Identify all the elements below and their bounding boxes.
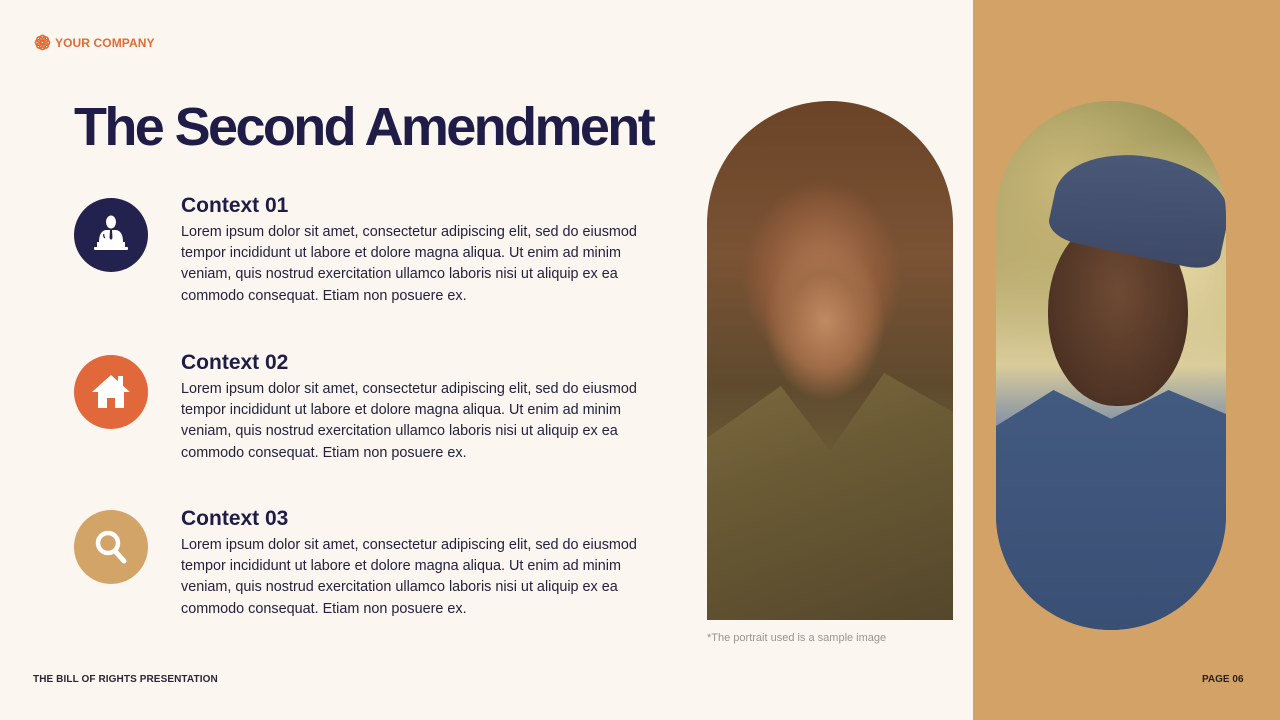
context-heading: Context 03 (181, 507, 289, 530)
flower-icon (34, 34, 51, 51)
context-body: Lorem ipsum dolor sit amet, consectetur adipiscing elit, sed do eiusmod tempor incididunt ut labore et dolore magna aliqua. Ut enim ad minim veniam, quis nostrud exercitation ullamco laboris nisi ut aliquip ex ea commodo consequat. Etiam non posuere ex. (181, 381, 637, 461)
page-number: PAGE 06 (1202, 674, 1244, 685)
context-body: Lorem ipsum dolor sit amet, consectetur adipiscing elit, sed do eiusmod tempor incididunt ut labore et dolore magna aliqua. Ut enim ad minim veniam, quis nostrud exercitation ullamco laboris nisi ut aliquip ex ea commodo consequat. Etiam non posuere ex. (181, 224, 637, 304)
magnifier-icon (74, 510, 148, 584)
company-name: YOUR COMPANY (55, 35, 155, 50)
portrait-shirt (996, 390, 1226, 630)
portrait-image-2 (996, 101, 1226, 630)
portrait-jacket (707, 360, 953, 620)
context-heading: Context 02 (181, 351, 289, 374)
portrait-image-1 (707, 101, 953, 620)
presentation-title: THE BILL OF RIGHTS PRESENTATION (33, 674, 218, 685)
image-caption: *The portrait used is a sample image (707, 632, 887, 644)
speaker-podium-icon (74, 198, 148, 272)
page-title: The Second Amendment (74, 97, 654, 157)
context-body: Lorem ipsum dolor sit amet, consectetur adipiscing elit, sed do eiusmod tempor incididunt ut labore et dolore magna aliqua. Ut enim ad minim veniam, quis nostrud exercitation ullamco laboris nisi ut aliquip ex ea commodo consequat. Etiam non posuere ex. (181, 537, 637, 617)
house-icon (74, 355, 148, 429)
brand-logo (34, 34, 155, 51)
context-heading: Context 01 (181, 194, 289, 217)
